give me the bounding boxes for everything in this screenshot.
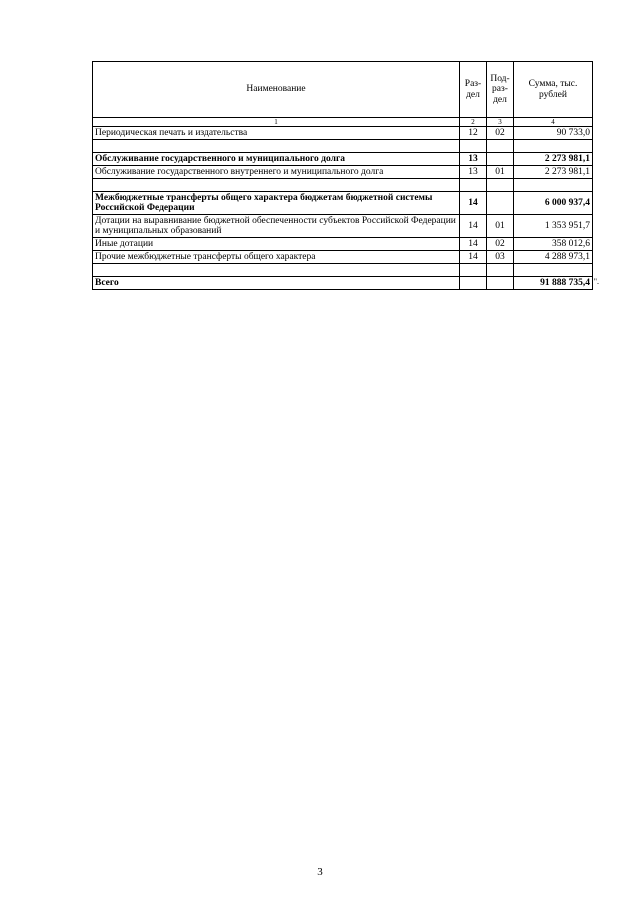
- total-sum-cell: [514, 277, 599, 290]
- blank-row: [93, 264, 593, 277]
- row-sum: 2 273 981,1: [514, 153, 593, 166]
- table-row: [93, 166, 593, 179]
- row-razdel: 14: [460, 192, 487, 215]
- row-name: Периодическая печать и издательства: [93, 127, 460, 140]
- row-razdel: 13: [460, 166, 487, 179]
- blank-row: [93, 179, 593, 192]
- header-podrazdel: Под-раз-дел: [487, 62, 514, 118]
- budget-table: [92, 61, 599, 290]
- column-number: 3: [487, 118, 514, 127]
- row-razdel: 13: [460, 153, 487, 166]
- table-row: [93, 192, 593, 215]
- blank-row: [93, 140, 593, 153]
- row-podrazdel: 02: [487, 127, 514, 140]
- column-number: 2: [460, 118, 487, 127]
- header-razdel: Раз-дел: [460, 62, 487, 118]
- row-sum: 2 273 981,1: [514, 166, 593, 179]
- total-label: Всего: [93, 277, 460, 290]
- row-podrazdel: 01: [487, 215, 514, 238]
- row-name: Обслуживание государственного внутреннего и муниципального долга: [93, 166, 460, 179]
- row-sum: 90 733,0: [514, 127, 593, 140]
- row-name: Иные дотации: [93, 238, 460, 251]
- total-row: [93, 277, 593, 290]
- row-name: Обслуживание государственного и муниципального долга: [93, 153, 460, 166]
- row-razdel: 14: [460, 251, 487, 264]
- row-sum: 358 012,6: [514, 238, 593, 251]
- row-razdel: 12: [460, 127, 487, 140]
- row-sum: 1 353 951,7: [514, 215, 593, 238]
- row-podrazdel: 03: [487, 251, 514, 264]
- row-razdel: 14: [460, 215, 487, 238]
- table-row: [93, 215, 593, 238]
- row-sum: 6 000 937,4: [514, 192, 593, 215]
- header-name: Наименование: [93, 62, 460, 118]
- table-header-row: [93, 62, 593, 118]
- closing-quote: ".: [593, 277, 599, 286]
- row-name: Дотации на выравнивание бюджетной обеспеченности субъектов Российской Федерации и муниципальных образований: [93, 215, 460, 238]
- row-podrazdel: 01: [487, 166, 514, 179]
- total-sum: 91 888 735,4: [540, 277, 590, 288]
- column-number-row: [93, 118, 593, 127]
- row-sum: 4 288 973,1: [514, 251, 593, 264]
- row-razdel: 14: [460, 238, 487, 251]
- column-number: 4: [514, 118, 593, 127]
- table-row: [93, 238, 593, 251]
- table-row: [93, 127, 593, 140]
- row-podrazdel: 02: [487, 238, 514, 251]
- row-name: Межбюджетные трансферты общего характера бюджетам бюджетной системы Российской Федерации: [93, 192, 460, 215]
- header-sum: Сумма, тыс. рублей: [514, 62, 593, 118]
- row-podrazdel: [487, 192, 514, 215]
- column-number: 1: [93, 118, 460, 127]
- row-podrazdel: [487, 153, 514, 166]
- page-number: 3: [317, 866, 323, 878]
- row-name: Прочие межбюджетные трансферты общего характера: [93, 251, 460, 264]
- table-row: [93, 251, 593, 264]
- table-row: [93, 153, 593, 166]
